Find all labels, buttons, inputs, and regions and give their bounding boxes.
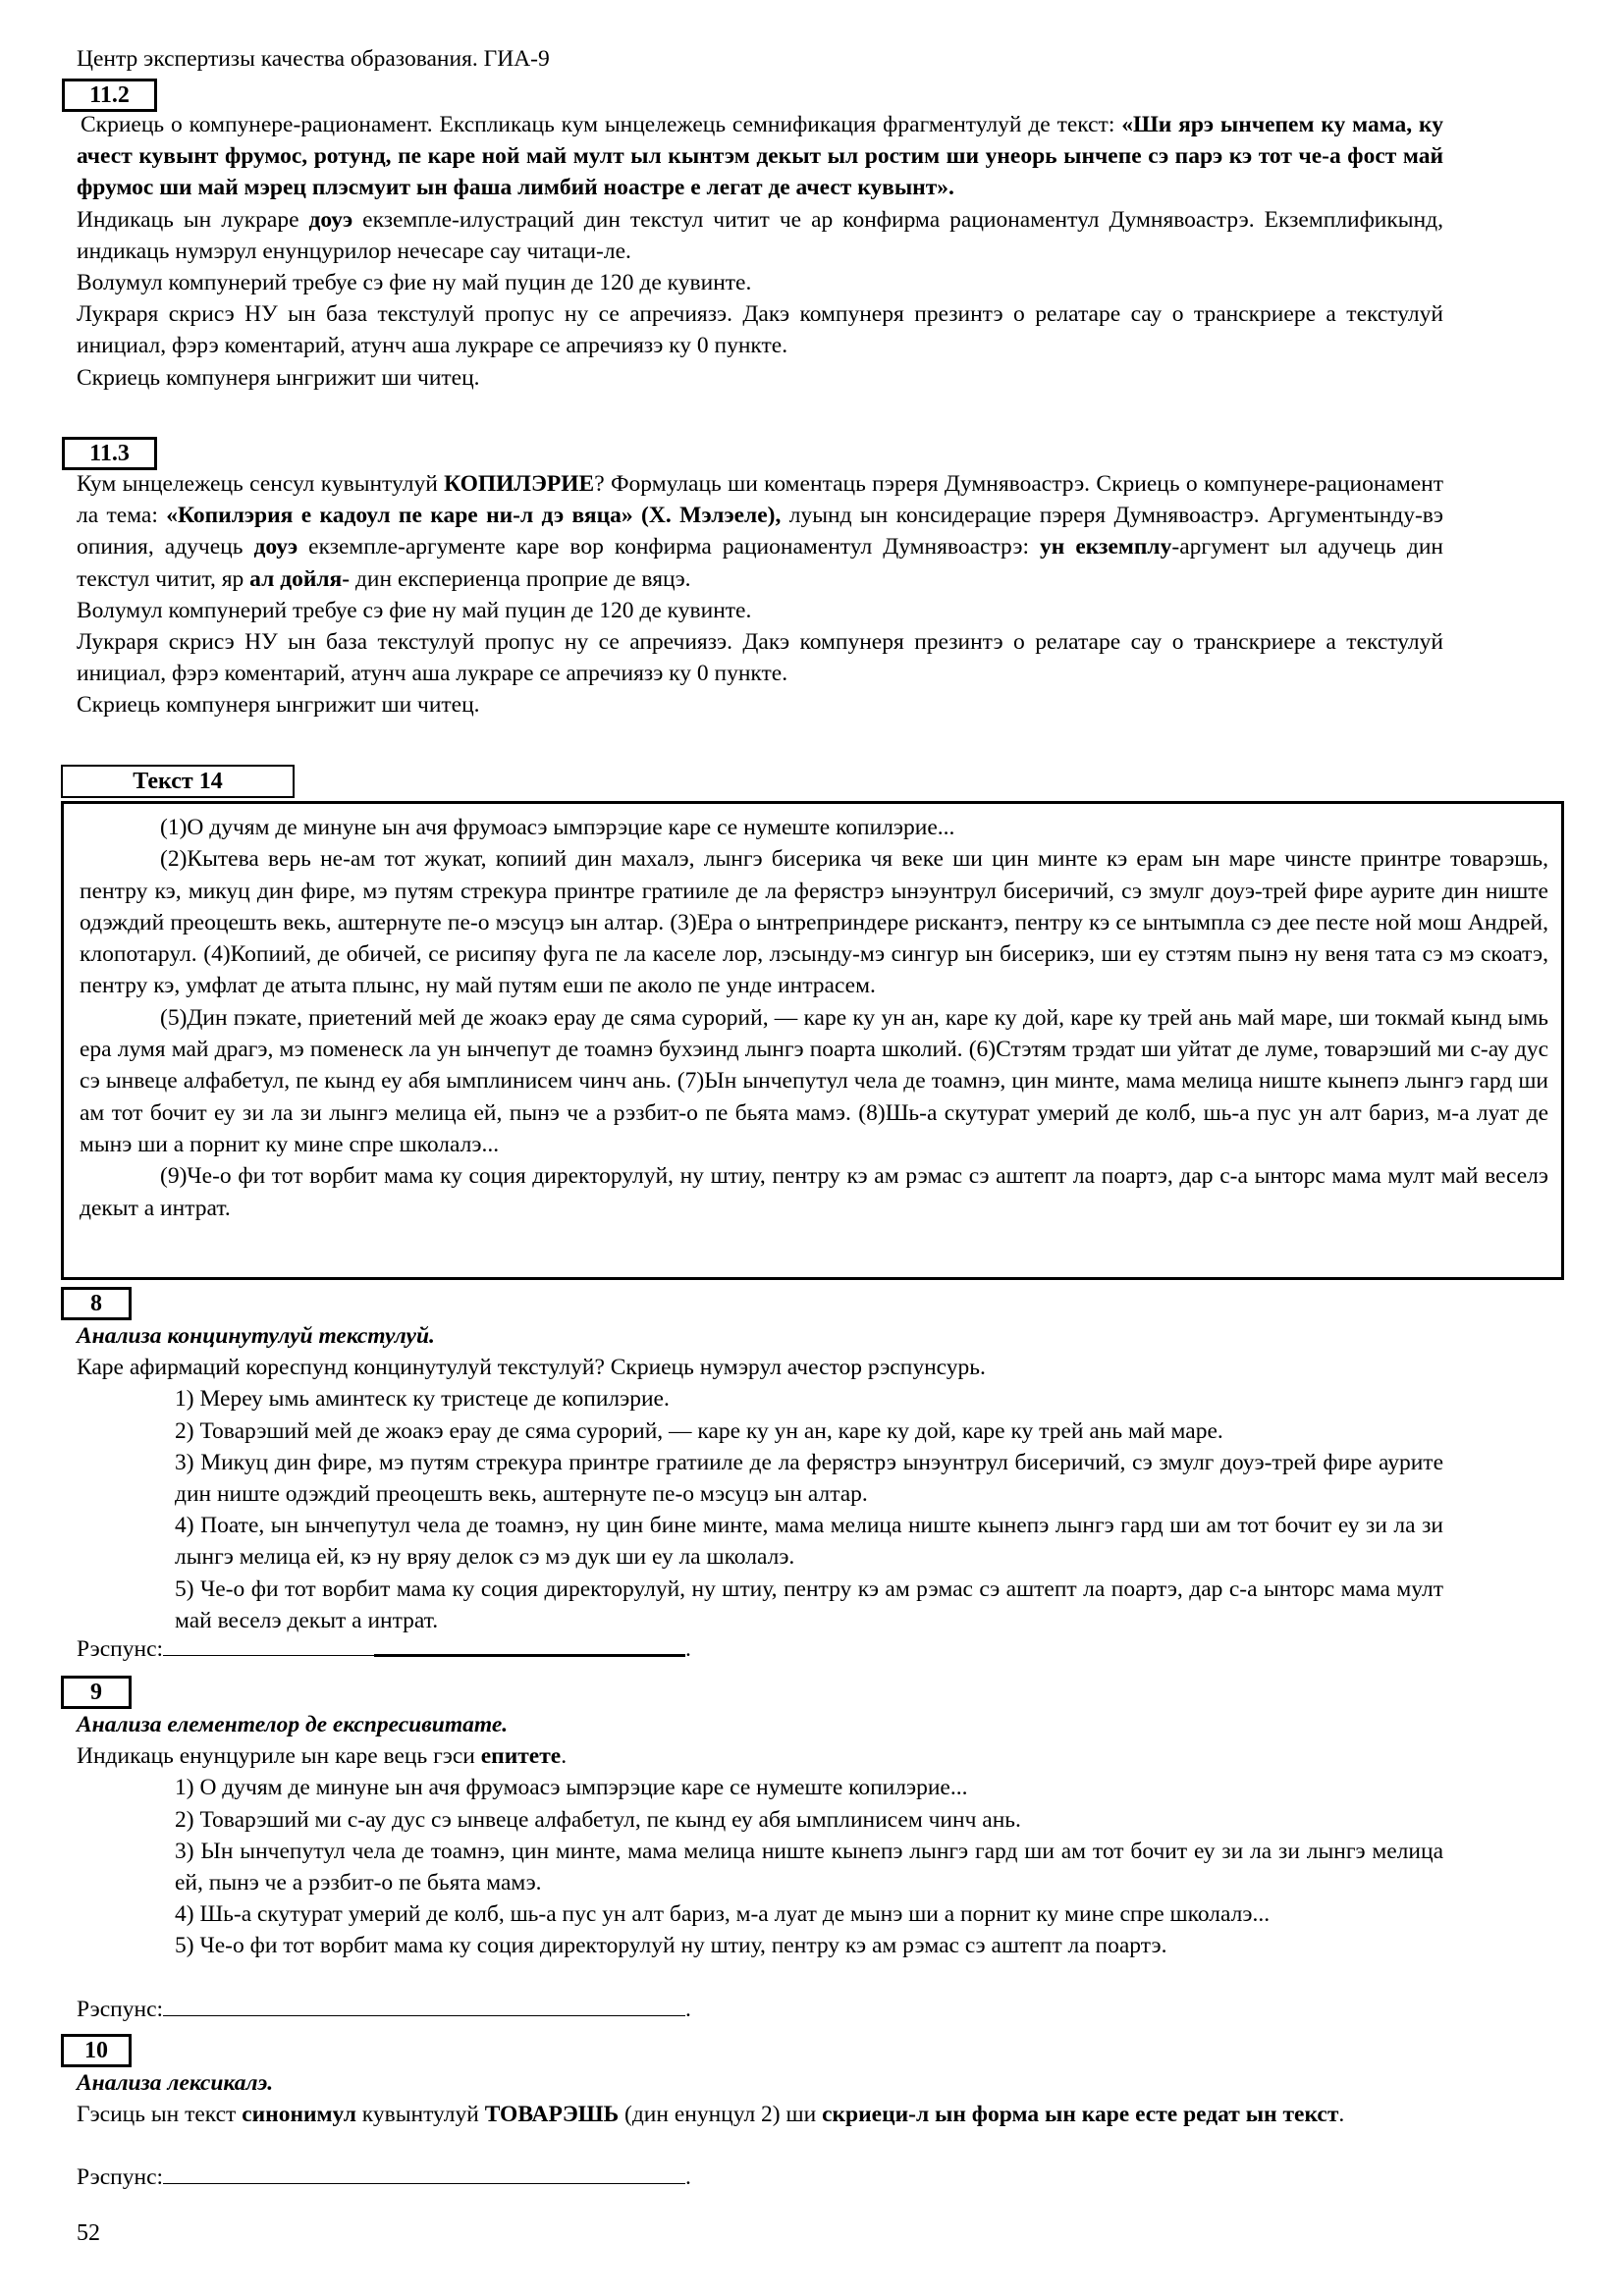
task-11-2-prompt: Скриець о компунере-рационамент. Експликаць кум ынцележець семнификация фрагментулуй де текст: «Ши ярэ ынчепем ку мама, ку ачест кувынт фрумос, ротунд, пе каре ной май мулт ыл кынтэм декыт ыл ростим ши унеорь ынчепе сэ парэ кэ тот че-а фост май фрумос ши май мэрец плэсмуит ын фаша лимбий ноастре е легат де ачест кувынт».: [77, 112, 1443, 201]
task-9-answer: Рэспунс: .: [77, 1994, 691, 2024]
task-9-option: 3) Ын ынчепутул чела де тоамнэ, цин минте, мама мелица ниште кынепэ лынгэ гард ши ам тот бочит еу зи ла зи лынгэ мелица ей, пынэ че а рэзбит-о пе бьята мамэ.: [175, 1838, 1443, 1896]
task-number-11-2: 11.2: [62, 79, 157, 112]
text-14-content: [80, 812, 1548, 1224]
task-11-2-instruction: Индикаць ын лукраре доуэ екземпле-илустраций дин текстул читит че ар конфирма рационаментул Думнявоастрэ. Екземплификынд, индикаць нумэрул енунцурилор нечесаре сау читаци-ле.: [77, 206, 1443, 264]
task-8-option: 4) Поате, ын ынчепутул чела де тоамнэ, ну цин бине минте, мама мелица ниште кынепэ лынгэ гард ши ам тот бочит еу зи ла зи лынгэ мелица ей, кэ ну вряу делок сэ мэ дук ши еу ла школалэ.: [175, 1513, 1443, 1571]
task-10-answer-field[interactable]: [163, 2162, 685, 2184]
page-header: Центр экспертизы качества образования. ГИА-9: [77, 46, 550, 72]
task-8-answer-field[interactable]: [163, 1634, 685, 1656]
task-11-2-volume: Волумул компунерий требуе сэ фие ну май пуцин де 120 де кувинте.: [77, 270, 752, 296]
task-10-answer: Рэспунс: .: [77, 2162, 691, 2192]
task-11-3-neatness: Скриець компунеря ынгрижит ши читец.: [77, 692, 480, 719]
task-number-8: 8: [61, 1287, 132, 1320]
task-9-option: 5) Че-о фи тот ворбит мама ку соция директорулуй ну штиу, пентру кэ ам рэмас сэ аштепт ла поартэ.: [175, 1933, 1167, 1959]
task-9-title: Анализа елементелор де експресивитате.: [77, 1712, 509, 1737]
answer-label: Рэспунс:: [77, 1636, 164, 1662]
task-11-2-neatness: Скриець компунеря ынгрижит ши читец.: [77, 364, 480, 391]
task-11-3-topic: «Копилэрия е кадоул пе каре ни-л дэ вяца» (Х. Мэлэеле),: [166, 503, 782, 529]
task-number-11-3: 11.3: [62, 437, 157, 470]
text-14-paragraph: (2)Кытева верь не-ам тот жукат, копиий дин махалэ, лынгэ бисерика чя веке ши цин минте кэ ерам ын маре чинсте принтре товарэшь, пентру кэ, микуц дин фире, мэ путям стрекура принтре гратииле де ла ферястрэ ынэунтрул бисеричий, сэ змулг доуэ-трей фире аурите дин ниште одэждий преоцешть векь, аштернуте пе-о мэсуцэ ын алтар. (3)Ера о ынтреприндере рискантэ, пентру кэ се ынтымпла сэ дее песте ной мош Андрей, клопотарул. (4)Копиий, де обичей, се рисипяу фуга пе ла каселе лор, лэсынду-мэ сингур ын бисерикэ, ши еу стэтям пынэ ну веня тата сэ мэ скоатэ, пентру кэ, умфлат де атыта плынс, ну май путям еши пе аколо пе унде интрасем.: [80, 846, 1548, 999]
task-8-title: Анализа концинутулуй текстулуй.: [77, 1323, 435, 1349]
task-11-3-rules: Лукраря скрисэ НУ ын база текстулуй пропус ну се апречиязэ. Дакэ компунеря презинтэ о релатаре сау о транскриере а текстулуй инициал, фэрэ коментарий, атунч аша лукраре се апречиязэ ку 0 пункте.: [77, 629, 1443, 687]
task-8-option: 5) Че-о фи тот ворбит мама ку соция директорулуй, ну штиу, пентру кэ ам рэмас сэ аштепт ла поартэ, дар с-а ынторс мама мулт май веселэ декыт а интрат.: [175, 1575, 1443, 1633]
task-9-option: 1) О дучям де минуне ын ачя фрумоасэ ымпэрэцие каре се нумеште копилэрие...: [175, 1775, 968, 1801]
task-number-9: 9: [61, 1676, 132, 1709]
page-number: 52: [77, 2220, 100, 2246]
task-8-option: 2) Товарэший мей де жоакэ ерау де сяма сурорий, — каре ку ун ан, каре ку дой, каре ку трей ань май маре.: [175, 1417, 1223, 1444]
answer-label: Рэспунс:: [77, 1997, 164, 2022]
answer-label: Рэспунс:: [77, 2164, 164, 2190]
task-11-2-quote: «Ши ярэ ынчепем ку мама, ку ачест кувынт фрумос, ротунд, пе каре ной май мулт ыл кынтэм декыт ыл ростим ши унеорь ынчепе сэ парэ кэ тот че-а фост май фрумос ши май мэрец плэсмуит ын фаша лимбий ноастре е легат де ачест кувынт».: [77, 112, 1443, 201]
text-14-paragraph: (5)Дин пэкате, приетений мей де жоакэ ерау де сяма сурорий, — каре ку ун ан, каре ку дой, каре ку трей ань май маре, ши токмай кынд ымь ера лумя май драгэ, мэ поменеск ла ун ынчепут де тоамнэ бухэинд лынгэ поарта школий. (6)Стэтям трэдат ши уйтат де луме, товарэший ми с-ау дус сэ ынвеце алфабетул, пе кынд еу абя ымплинисем чинч ань. (7)Ын ынчепутул чела де тоамнэ, цин минте, мама мелица ниште кынепэ лынгэ гард ши ам тот бочит еу зи ла зи лынгэ мелица ей, пынэ че а рэзбит-о пе бьята мамэ. (8)Шь-а скутурат умерий де колб, шь-а пус ун алт бариз, м-а луат де мынэ ши а порнит ку мине спре школалэ...: [80, 1004, 1548, 1157]
text-14-label: Текст 14: [61, 765, 295, 798]
task-8-option: 1) Мереу ымь аминтеск ку тристеце де копилэрие.: [175, 1386, 670, 1413]
task-9-body: [77, 1709, 1443, 1962]
task-9-option: 4) Шь-а скутурат умерий де колб, шь-а пус ун алт бариз, м-а луат де мынэ ши а порнит ку мине спре школалэ...: [175, 1901, 1271, 1928]
task-8-answer: Рэспунс: .: [77, 1636, 691, 1662]
text-14-paragraph: (9)Че-о фи тот ворбит мама ку соция директорулуй, ну штиу, пентру кэ ам рэмас сэ аштепт ла поартэ, дар с-а ынторс мама мулт май веселэ декыт а интрат.: [80, 1163, 1548, 1221]
task-9-answer-field[interactable]: [163, 1994, 685, 2016]
task-11-3-volume: Волумул компунерий требуе сэ фие ну май пуцин де 120 де кувинте.: [77, 597, 752, 623]
task-number-10: 10: [61, 2034, 132, 2067]
task-10-body: [77, 2067, 1443, 2130]
task-8-body: [77, 1320, 1443, 1636]
task-10-question: Гэсиць ын текст синонимул кувынтулуй ТОВАРЭШЬ (дин енунцул 2) ши скриеци-л ын форма ын каре есте редат ын текст.: [77, 2102, 1345, 2128]
task-9-question: Индикаць енунцуриле ын каре вець гэси епитете.: [77, 1743, 568, 1770]
task-11-3-body: [77, 468, 1443, 721]
task-11-2-rules: Лукраря скрисэ НУ ын база текстулуй пропус ну се апречиязэ. Дакэ компунеря презинтэ о релатаре сау о транскриере а текстулуй инициал, фэрэ коментарий, атунч аша лукраре се апречиязэ ку 0 пункте.: [77, 301, 1443, 359]
text-14-paragraph: (1)О дучям де минуне ын ачя фрумоасэ ымпэрэцие каре се нумеште копилэрие...: [160, 815, 955, 840]
task-8-option: 3) Микуц дин фире, мэ путям стрекура принтре гратииле де ла ферястрэ ынэунтрул бисеричий, сэ змулг доуэ-трей фире аурите дин ниште одэждий преоцешть векь, аштернуте пе-о мэсуцэ ын алтар.: [175, 1449, 1443, 1508]
task-11-2-body: [77, 109, 1443, 394]
task-10-title: Анализа лексикалэ.: [77, 2070, 274, 2096]
task-8-question: Каре афирмаций кореспунд концинутулуй текстулуй? Скриець нумэрул ачестор рэспунсурь.: [77, 1355, 986, 1381]
task-11-3-prompt: Кум ынцележець сенсул кувынтулуй КОПИЛЭРИЕ? Формулаць ши коментаць пэреря Думнявоастрэ. Скриець о компунере-рационамент ла тема: «Копилэрия е кадоул пе каре ни-л дэ вяца» (Х. Мэлэеле), луынд ын консидерацие пэреря Думнявоастрэ. Аргументынду-вэ опиния, адучець доуэ екземпле-аргументе каре вор конфирма рационаментул Думнявоастрэ: ун екземплу-аргумент ыл адучець дин текстул читит, яр ал дойля- дин експериенца проприе де вяцэ.: [77, 471, 1444, 592]
task-9-option: 2) Товарэший ми с-ау дус сэ ынвеце алфабетул, пе кынд еу абя ымплинисем чинч ань.: [175, 1806, 1021, 1833]
text-14-frame: [61, 801, 1564, 1280]
